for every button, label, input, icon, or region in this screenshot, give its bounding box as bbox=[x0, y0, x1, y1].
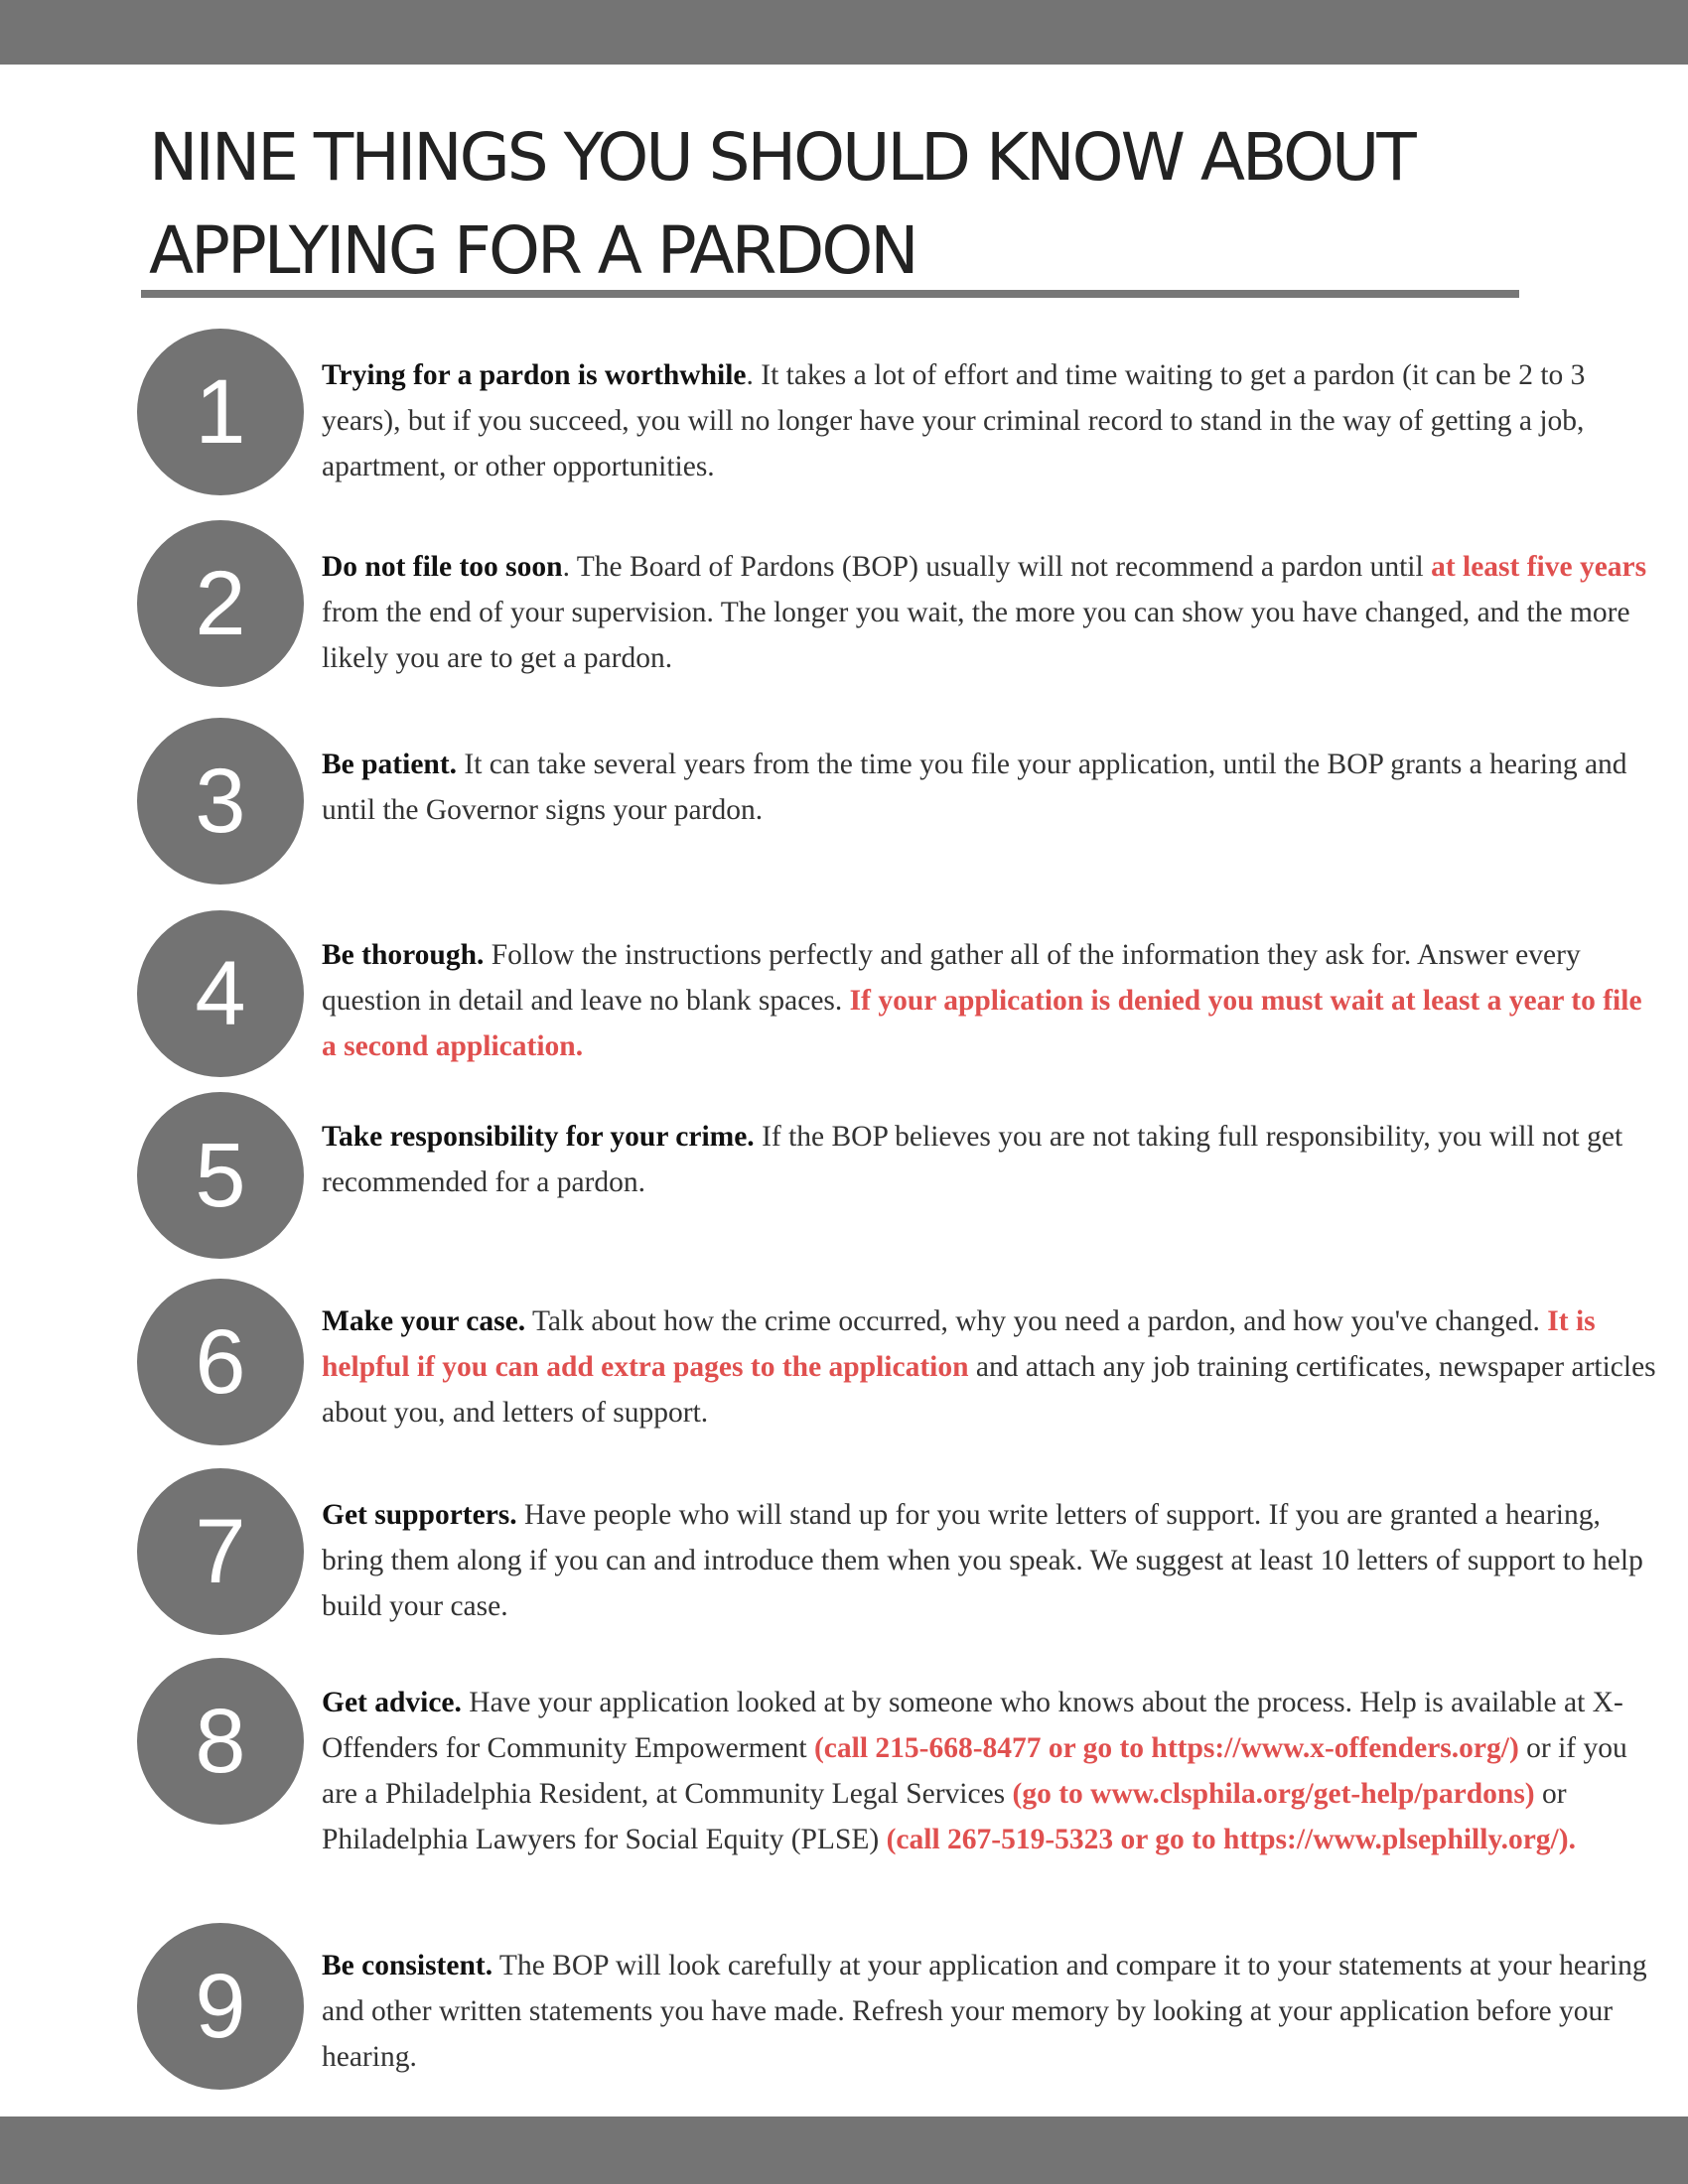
number-badge: 9 bbox=[137, 1923, 304, 2090]
highlight-text: (call 215-668-8477 or go to https://www.x-offenders.org/) bbox=[813, 1732, 1519, 1764]
item-body: or if you are a Philadelphia Resident, at Community Legal Services bbox=[322, 1732, 1627, 1810]
item-lead: Take responsibility for your crime. bbox=[322, 1121, 755, 1153]
item-body: It can take several years from the time you file your application, until the BOP grants a hearing and until the Governor signs your pardon. bbox=[322, 749, 1627, 826]
item-lead: Be patient. bbox=[322, 749, 458, 780]
number-badge: 6 bbox=[137, 1279, 304, 1445]
item-body: . It takes a lot of effort and time waiting to get a pardon (it can be 2 to 3 years), but if you succeed, you will no longer have your criminal record to stand in the way of getting a job, apartment, or other opportunities. bbox=[322, 359, 1586, 482]
item-text bbox=[322, 742, 1662, 833]
number-badge: 8 bbox=[137, 1658, 304, 1825]
title-line-2: APPLYING FOR A PARDON bbox=[149, 212, 916, 289]
item-body: or Philadelphia Lawyers for Social Equity (PLSE) bbox=[322, 1778, 1567, 1855]
number-badge: 5 bbox=[137, 1092, 304, 1259]
item-body: . The Board of Pardons (BOP) usually will not recommend a pardon until bbox=[562, 551, 1432, 583]
number-badge: 7 bbox=[137, 1468, 304, 1635]
item-text bbox=[322, 544, 1662, 681]
number-badge: 1 bbox=[137, 329, 304, 495]
item-text bbox=[322, 352, 1662, 489]
item-lead: Make your case. bbox=[322, 1305, 526, 1337]
item-body: The BOP will look carefully at your application and compare it to your statements at your hearing and other written statements you have made. Refresh your memory by looking at your application before your hearing. bbox=[322, 1950, 1647, 2073]
number-badge: 4 bbox=[137, 910, 304, 1077]
item-text bbox=[322, 1680, 1662, 1862]
item-body: Have people who will stand up for you write letters of support. If you are granted a hearing, bring them along if you can and introduce them when you speak. We suggest at least 10 letters of support to help build your case. bbox=[322, 1499, 1643, 1622]
top-bar bbox=[0, 0, 1688, 65]
page-title bbox=[149, 111, 1539, 298]
item-lead: Be consistent. bbox=[322, 1950, 493, 1981]
highlight-text: If your application is denied you must wait at least a year to file a second application. bbox=[322, 985, 1642, 1062]
item-text bbox=[322, 1943, 1662, 2080]
highlight-text: It is helpful if you can add extra pages to the application bbox=[322, 1305, 1596, 1383]
item-text bbox=[322, 1298, 1662, 1435]
item-body: and attach any job training certificates, newspaper articles about you, and letters of support. bbox=[322, 1351, 1656, 1429]
item-lead: Get advice. bbox=[322, 1687, 462, 1718]
title-divider bbox=[141, 290, 1519, 298]
item-body: Have your application looked at by someone who knows about the process. Help is available at X-Offenders for Community Empowerment bbox=[322, 1687, 1623, 1764]
title-line-1: NINE THINGS YOU SHOULD KNOW ABOUT bbox=[149, 119, 1414, 196]
item-body: Follow the instructions perfectly and gather all of the information they ask for. Answer every question in detail and leave no blank spaces. bbox=[322, 939, 1581, 1017]
number-badge: 3 bbox=[137, 718, 304, 885]
item-body: from the end of your supervision. The longer you wait, the more you can show you have changed, and the more likely you are to get a pardon. bbox=[322, 597, 1630, 674]
item-lead: Be thorough. bbox=[322, 939, 485, 971]
highlight-text: at least five years bbox=[1431, 551, 1647, 583]
item-body: If the BOP believes you are not taking full responsibility, you will not get recommended for a pardon. bbox=[322, 1121, 1623, 1198]
highlight-text: (call 267-519-5323 or go to https://www.plsephilly.org/). bbox=[886, 1824, 1576, 1855]
item-text bbox=[322, 1492, 1662, 1629]
highlight-text: (go to www.clsphila.org/get-help/pardons) bbox=[1012, 1778, 1535, 1810]
item-body: Talk about how the crime occurred, why you need a pardon, and how you've changed. bbox=[525, 1305, 1548, 1337]
item-text bbox=[322, 1114, 1662, 1205]
number-badge: 2 bbox=[137, 520, 304, 687]
item-lead: Get supporters. bbox=[322, 1499, 517, 1531]
bottom-bar bbox=[0, 2116, 1688, 2184]
item-text bbox=[322, 932, 1662, 1069]
item-lead: Do not file too soon bbox=[322, 551, 563, 583]
item-lead: Trying for a pardon is worthwhile bbox=[322, 359, 747, 391]
